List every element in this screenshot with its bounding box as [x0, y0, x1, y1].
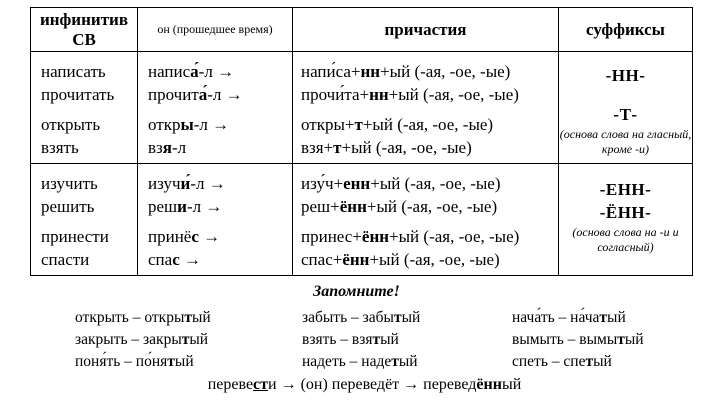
past-form: написа́-л → [148, 62, 235, 81]
participle-form: изу́ч+енн+ый (-ая, -ое, -ые) [301, 174, 501, 193]
participle-form: прочи́та+нн+ый (-ая, -ое, -ые) [301, 85, 519, 104]
cell-r1-suffixes [559, 52, 693, 164]
past-form: откры-л → [148, 115, 230, 134]
header-past-tense [138, 8, 293, 52]
past-form: прочита́-л → [148, 85, 243, 104]
infinitive-word: решить [41, 197, 95, 216]
cell-r2-past [138, 164, 293, 276]
past-form: изучи́-л → [148, 174, 226, 193]
participle-form: взя+т+ый (-ая, -ое, -ые) [301, 138, 472, 157]
cell-r2-suffixes [559, 164, 693, 276]
memo-pair: вымыть – вымытый [512, 331, 644, 348]
participle-form: откры+т+ый (-ая, -ое, -ые) [301, 115, 494, 134]
past-form: спас → [148, 250, 201, 269]
memo-pair: спеть – спетый [512, 353, 612, 370]
memo-pair: надеть – надетый [302, 353, 418, 370]
participle-form: напи́са+нн+ый (-ая, -ое, -ые) [301, 62, 511, 81]
memo-pair: взять – взятый [302, 331, 399, 348]
cell-r1-past [138, 52, 293, 164]
header-participles-label: причастия [384, 19, 467, 39]
memo-column-2 [302, 307, 420, 373]
participle-form: реш+ённ+ый (-ая, -ое, -ые) [301, 197, 498, 216]
cell-r1-infinitives [31, 52, 138, 164]
past-form: реши-л → [148, 197, 223, 216]
table-row-enn [31, 164, 693, 276]
example-derivation-line: перевести → (он) переведёт → переведённый [207, 376, 522, 393]
cell-r2-infinitives [31, 164, 138, 276]
infinitive-word: прочитать [41, 85, 115, 104]
suffix-t: -Т- [613, 105, 638, 124]
cell-r2-participles [293, 164, 559, 276]
table-header-row [31, 8, 693, 52]
infinitive-word: спасти [41, 250, 90, 269]
memo-heading: Запомните! [313, 283, 400, 300]
header-suffixes-label: суффиксы [586, 19, 665, 39]
infinitive-word: изучить [41, 174, 98, 193]
suffix-enn: -ЕНН- [599, 180, 652, 199]
memo-pair: открыть – открытый [75, 309, 211, 326]
infinitive-word: принести [41, 227, 109, 246]
participle-form: принес+ённ+ый (-ая, -ое, -ые) [301, 227, 520, 246]
memo-pair: нача́ть – на́чатый [512, 309, 626, 326]
header-past-label: он (прошедшее время) [157, 22, 273, 36]
suffix-nn: -НН- [605, 66, 646, 85]
suffix-note-vowel-stem: (основа слова на гласный, кроме -и) [559, 127, 692, 156]
participle-form: спас+ённ+ый (-ая, -ое, -ые) [301, 250, 500, 269]
header-suffixes [559, 8, 693, 52]
memo-pair: поня́ть – по́нятый [75, 353, 194, 370]
cell-r1-participles [293, 52, 559, 164]
infinitive-word: написать [41, 62, 106, 81]
suffix-yonn: -ЁНН- [599, 203, 652, 222]
memo-pair: забыть – забытый [302, 309, 421, 326]
past-form: принёс → [148, 227, 221, 246]
memo-column-1 [75, 307, 211, 373]
memo-pair: закрыть – закрытый [75, 331, 209, 348]
table-row-nn-t [31, 52, 693, 164]
header-participles [293, 8, 559, 52]
header-infinitive [31, 8, 138, 52]
infinitive-word: открыть [41, 115, 101, 134]
suffix-note-i-consonant-stem: (основа слова на -и и согласный) [572, 225, 679, 254]
infinitive-word: взять [41, 138, 79, 157]
header-infinitive-label: инфинитив СВ [39, 9, 129, 49]
participle-formation-table [30, 7, 693, 276]
past-form: взя-л [148, 138, 187, 157]
memo-column-3 [512, 307, 644, 373]
